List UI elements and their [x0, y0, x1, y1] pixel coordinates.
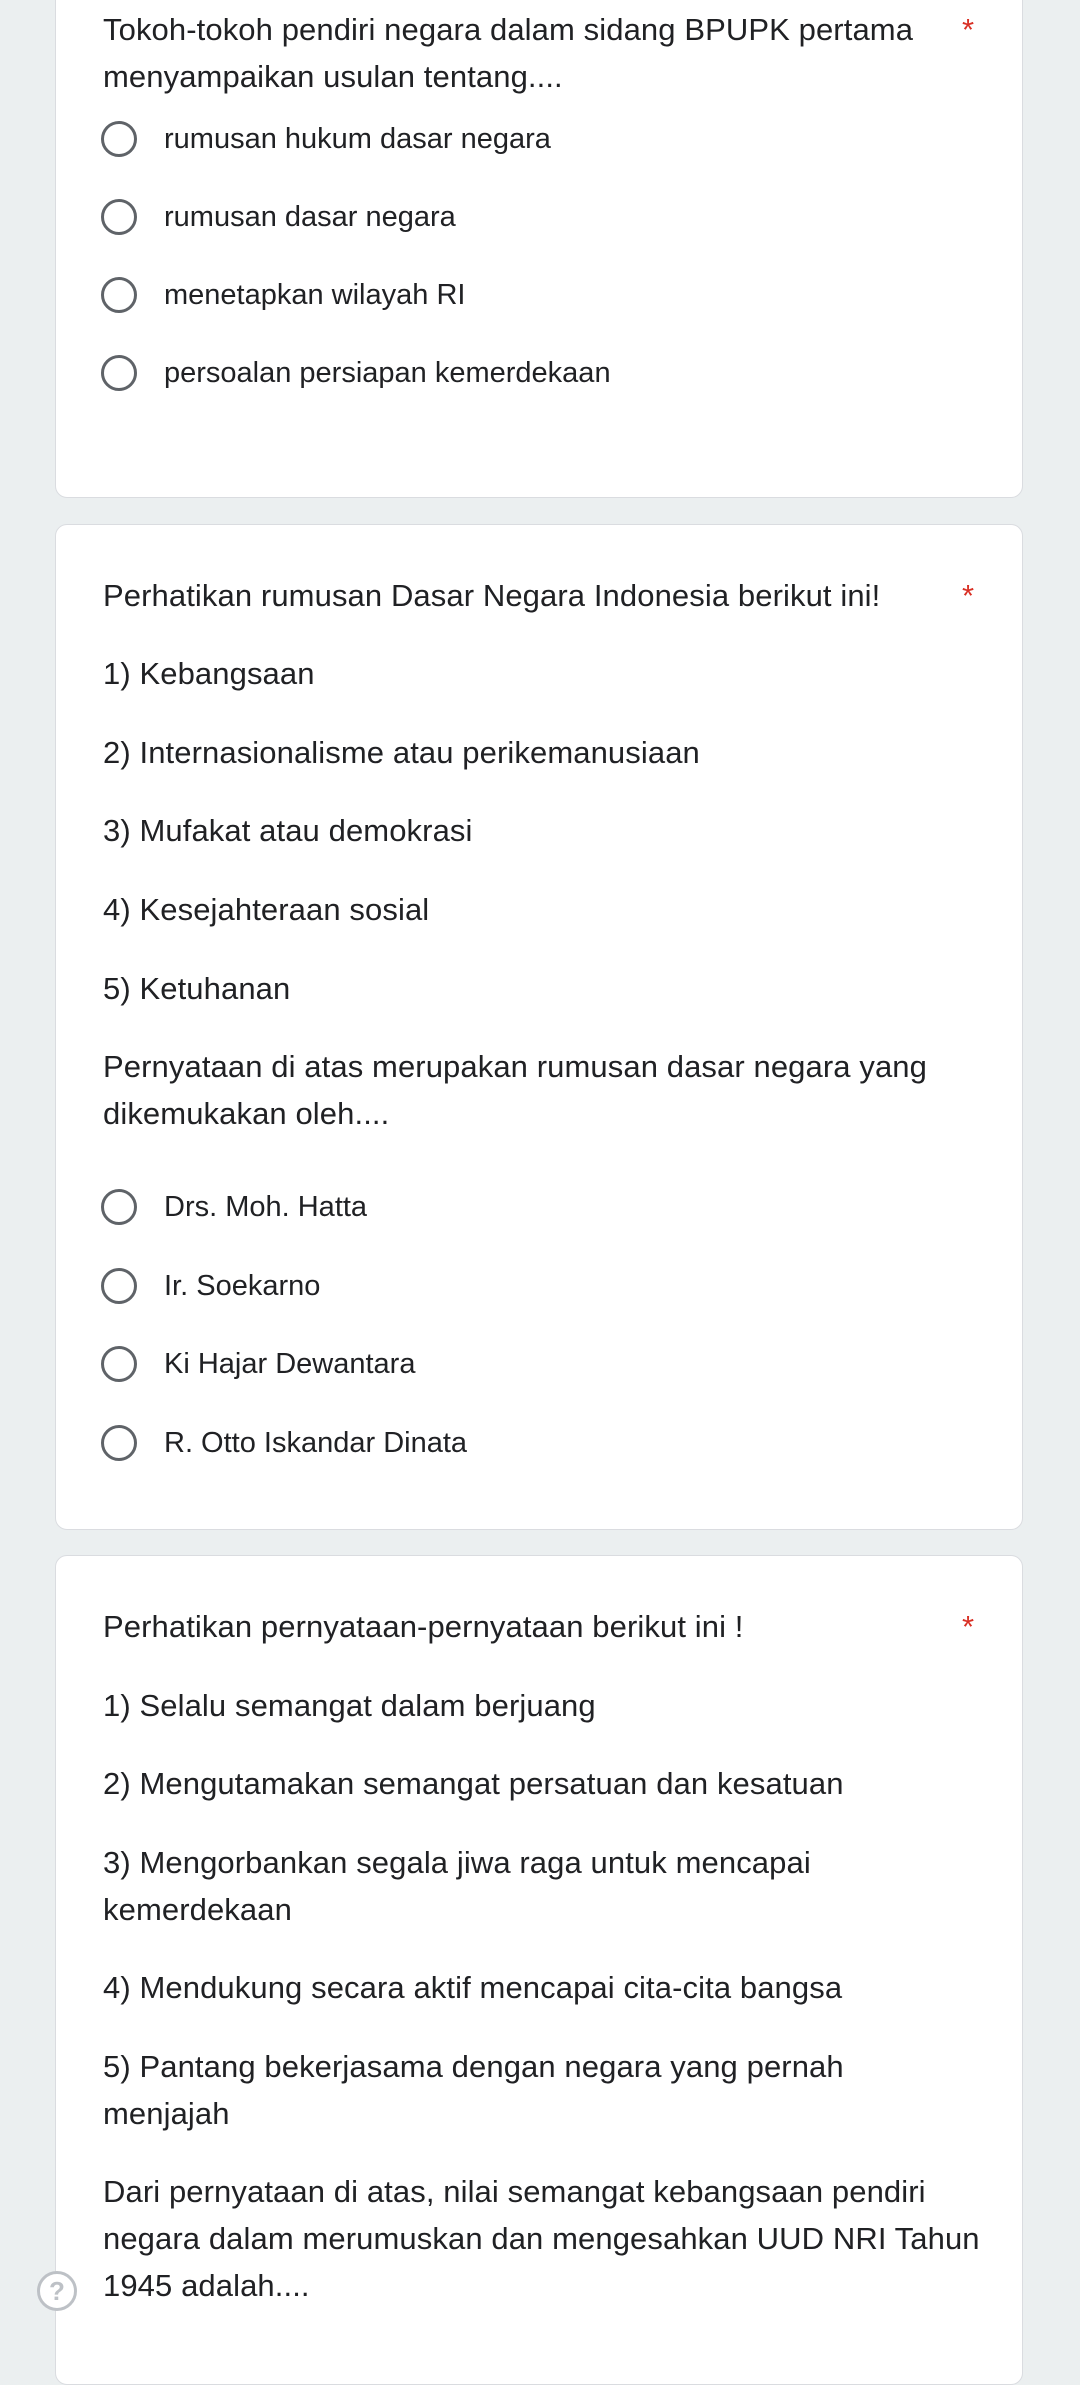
- statement-line: 4) Kesejahteraan sosial: [103, 892, 430, 927]
- help-icon[interactable]: ?: [37, 2271, 77, 2311]
- option-label: rumusan dasar negara: [164, 201, 456, 233]
- option-label: persoalan persiapan kemerdekaan: [164, 357, 611, 389]
- radio-option-rumusan-hukum-dasar-negara[interactable]: [101, 114, 551, 164]
- question-title: Tokoh-tokoh pendiri negara dalam sidang BPUPK pertama menyampaikan usulan tentang....: [103, 12, 914, 94]
- statement-line: 1) Kebangsaan: [103, 656, 315, 691]
- radio-button[interactable]: [101, 355, 137, 391]
- radio-button[interactable]: [101, 1189, 137, 1225]
- statement-line: 5) Ketuhanan: [103, 971, 291, 1006]
- radio-option-ir-soekarno[interactable]: [101, 1261, 320, 1311]
- radio-button[interactable]: [101, 1425, 137, 1461]
- statement-line: 4) Mendukung secara aktif mencapai cita-cita bangsa: [103, 1970, 843, 2005]
- statement-line: 2) Mengutamakan semangat persatuan dan kesatuan: [103, 1766, 844, 1801]
- question-card-3: [55, 1555, 1023, 2385]
- question-prompt: Dari pernyataan di atas, nilai semangat kebangsaan pendiri negara dalam merumuskan dan mengesahkan UUD NRI Tahun 1945 adalah....: [103, 2174, 980, 2303]
- statement-line: 3) Mufakat atau demokrasi: [103, 813, 473, 848]
- radio-option-drs-moh-hatta[interactable]: [101, 1182, 367, 1232]
- required-asterisk: *: [962, 578, 975, 613]
- option-label: rumusan hukum dasar negara: [164, 123, 551, 155]
- radio-option-menetapkan-wilayah-ri[interactable]: [101, 270, 465, 320]
- question-title: Perhatikan rumusan Dasar Negara Indonesia berikut ini!: [103, 578, 881, 613]
- question-title: Perhatikan pernyataan-pernyataan berikut ini !: [103, 1609, 744, 1644]
- required-asterisk: *: [962, 1609, 975, 1644]
- option-label: Ir. Soekarno: [164, 1270, 321, 1302]
- statement-line: 2) Internasionalisme atau perikemanusiaan: [103, 735, 700, 770]
- radio-option-rumusan-dasar-negara[interactable]: [101, 192, 456, 242]
- question-card-2: [55, 524, 1023, 1530]
- question-card-1: [55, 0, 1023, 498]
- statement-line: 3) Mengorbankan segala jiwa raga untuk mencapai kemerdekaan: [103, 1845, 811, 1927]
- radio-button[interactable]: [101, 1346, 137, 1382]
- radio-option-persoalan-persiapan-kemerdekaan[interactable]: [101, 348, 611, 398]
- statement-line: 5) Pantang bekerjasama dengan negara yang pernah menjajah: [103, 2049, 844, 2131]
- question-prompt: Pernyataan di atas merupakan rumusan dasar negara yang dikemukakan oleh....: [103, 1049, 927, 1131]
- option-label: Ki Hajar Dewantara: [164, 1348, 416, 1380]
- statement-line: 1) Selalu semangat dalam berjuang: [103, 1688, 596, 1723]
- option-label: Drs. Moh. Hatta: [164, 1191, 368, 1223]
- radio-button[interactable]: [101, 199, 137, 235]
- radio-button[interactable]: [101, 277, 137, 313]
- radio-button[interactable]: [101, 1268, 137, 1304]
- radio-button[interactable]: [101, 121, 137, 157]
- option-label: R. Otto Iskandar Dinata: [164, 1427, 468, 1459]
- required-asterisk: *: [962, 12, 975, 47]
- radio-option-ki-hajar-dewantara[interactable]: [101, 1339, 415, 1389]
- option-label: menetapkan wilayah RI: [164, 279, 466, 311]
- radio-option-r-otto-iskandar-dinata[interactable]: [101, 1418, 467, 1468]
